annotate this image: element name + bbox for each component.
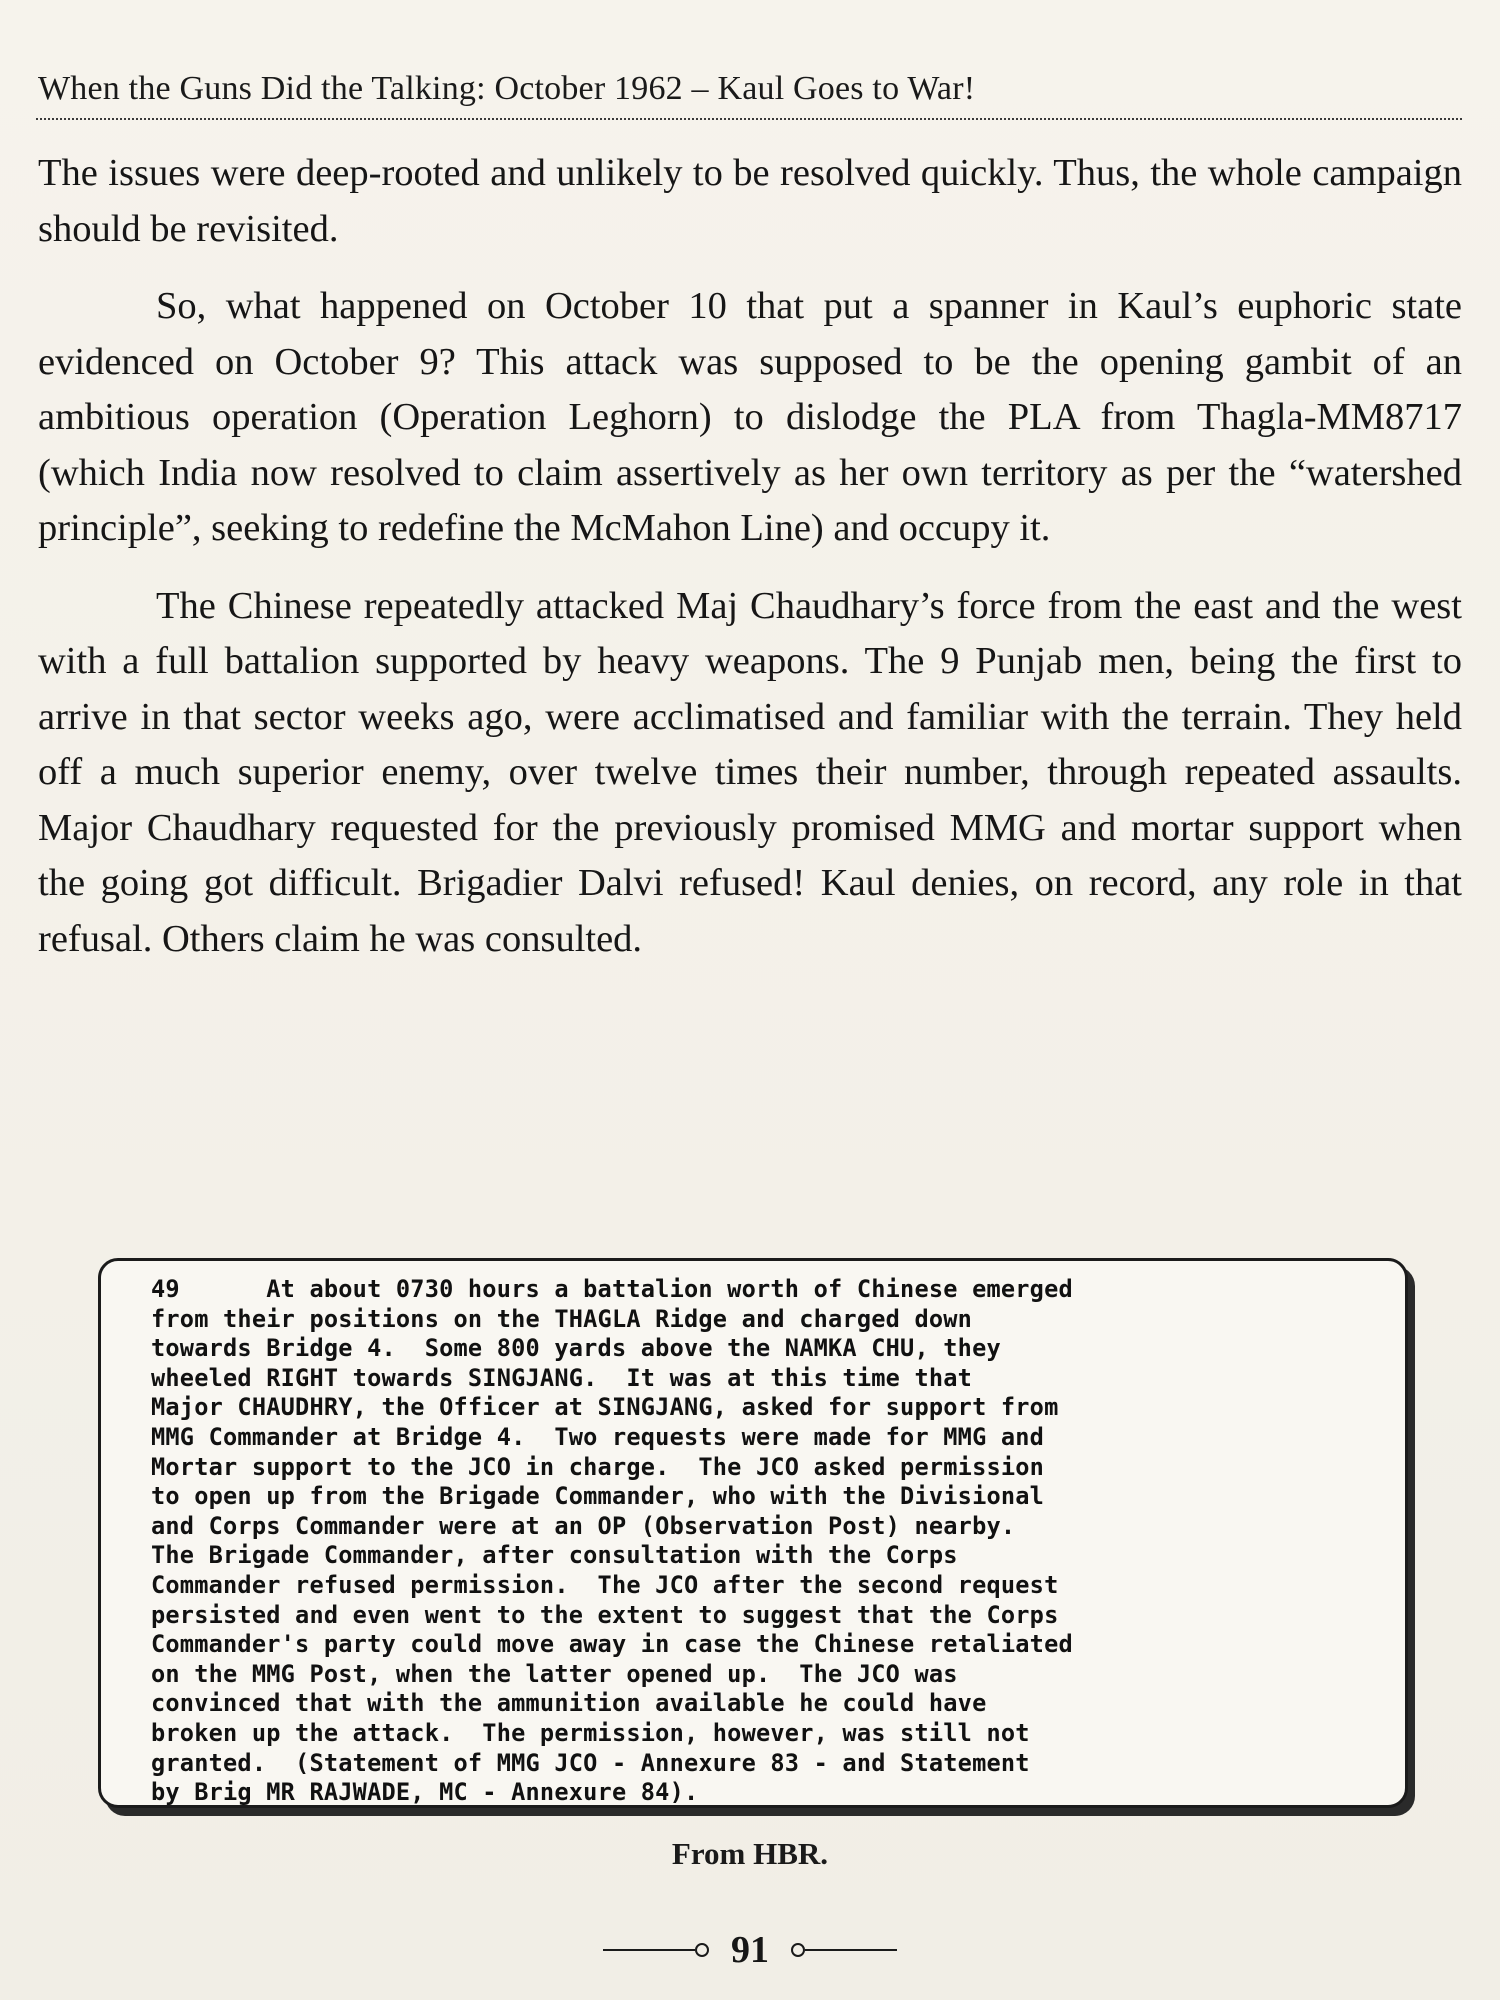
quoted-document-excerpt: [98, 1258, 1408, 1808]
excerpt-line: Mortar support to the JCO in charge. The JCO asked permission: [151, 1452, 1045, 1481]
folio-rule-right: [805, 1949, 897, 1951]
excerpt-line: on the MMG Post, when the latter opened up. The JCO was: [151, 1659, 958, 1688]
paragraph-2: So, what happened on October 10 that put a spanner in Kaul’s euphoric state evidenced on October 9? This attack was supposed to be the opening gambit of an ambitious operation (Operation Leghorn) to dislodge the PLA from Thagla-MM8717 (which India now resolved to claim assertively as her own territory as per the “watershed principle”, seeking to redefine the McMahon Line) and occupy it.: [38, 285, 1462, 549]
running-header: When the Guns Did the Talking: October 1962 – Kaul Goes to War!: [38, 70, 976, 107]
folio-ornament-right: [791, 1943, 805, 1957]
excerpt-line: Commander refused permission. The JCO after the second request: [151, 1570, 1059, 1599]
excerpt-line: convinced that with the ammunition available he could have: [151, 1689, 987, 1718]
folio-rule-left: [603, 1949, 695, 1951]
excerpt-line: granted. (Statement of MMG JCO - Annexure 83 - and Statement: [151, 1748, 1030, 1777]
folio-ornament-left: [695, 1943, 709, 1957]
excerpt-line: persisted and even went to the extent to suggest that the Corps: [151, 1600, 1059, 1629]
excerpt-line: MMG Commander at Bridge 4. Two requests were made for MMG and: [151, 1422, 1045, 1451]
excerpt-line: broken up the attack. The permission, however, was still not: [151, 1718, 1030, 1747]
excerpt-line: and Corps Commander were at an OP (Observation Post) nearby.: [151, 1511, 1016, 1540]
paragraph-3: The Chinese repeatedly attacked Maj Chaudhary’s force from the east and the west with a full battalion supported by heavy weapons. The 9 Punjab men, being the first to arrive in that sector weeks ago, were acclimatised and familiar with the terrain. They held off a much superior enemy, over twelve times their number, through repeated assaults. Major Chaudhary requested for the previously promised MMG and mortar support when the going got difficult. Brigadier Dalvi refused! Kaul denies, on record, any role in that refusal. Others claim he was consulted.: [38, 584, 1462, 960]
excerpt-caption: From HBR.: [671, 1836, 829, 1871]
paragraph-1: The issues were deep-rooted and unlikely to be resolved quickly. Thus, the whole campaign should be revisited.: [38, 152, 1462, 250]
excerpt-line: from their positions on the THAGLA Ridge and charged down: [151, 1304, 973, 1333]
page-folio: [0, 1922, 1500, 1972]
excerpt-line: wheeled RIGHT towards SINGJANG. It was at this time that: [151, 1363, 973, 1392]
body-text: [38, 146, 1462, 989]
excerpt-text: [151, 1275, 1371, 1808]
excerpt-line: by Brig MR RAJWADE, MC - Annexure 84).: [151, 1778, 699, 1807]
excerpt-line: Commander's party could move away in case the Chinese retaliated: [151, 1630, 1073, 1659]
excerpt-line: The Brigade Commander, after consultation with the Corps: [151, 1541, 958, 1570]
excerpt-line: to open up from the Brigade Commander, who with the Divisional: [151, 1482, 1045, 1511]
excerpt-line: Major CHAUDHRY, the Officer at SINGJANG, asked for support from: [151, 1393, 1059, 1422]
page-number: 91: [731, 1929, 769, 1972]
header-rule: [36, 118, 1462, 120]
excerpt-line: towards Bridge 4. Some 800 yards above the NAMKA CHU, they: [151, 1334, 1001, 1363]
excerpt-line: 49 At about 0730 hours a battalion worth of Chinese emerged: [151, 1275, 1073, 1303]
